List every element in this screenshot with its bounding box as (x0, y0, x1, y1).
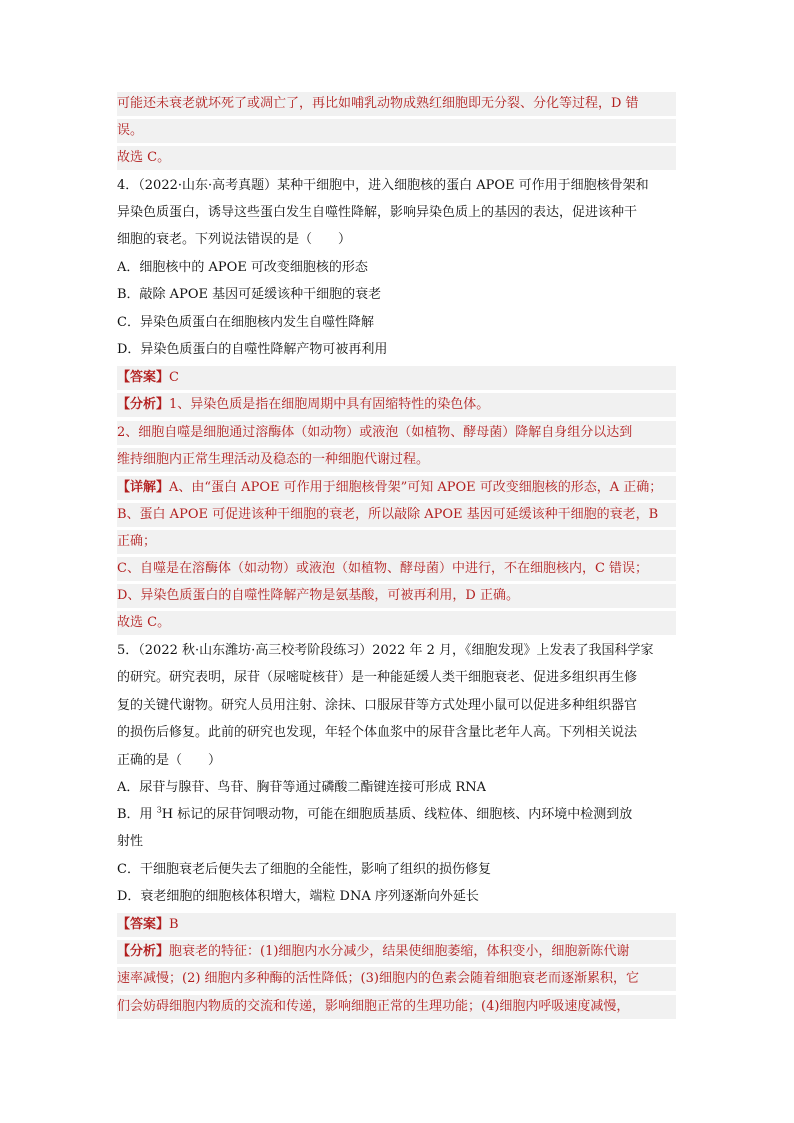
q5-stem-line-2: 的研究。研究表明，尿苷（尿嘧啶核苷）是一种能延缓人类干细胞衰老、促进多组织再生修 (117, 670, 638, 685)
q5-analysis-line-3: 们会妨碍细胞内物质的交流和传递，影响细胞正常的生理功能；(4)细胞内呼吸速度减慢， (117, 995, 676, 1019)
q4-detail-line-4: C、自噬是在溶酶体（如动物）或液泡（如植物、酵母菌）中进行，不在细胞核内，C 错误； (117, 557, 676, 581)
answer-value: B (169, 917, 179, 932)
q4-stem-line-2: 异染色质蛋白，诱导这些蛋白发生自噬性降解，影响异染色质上的基因的表达，促进该种干 (117, 205, 638, 220)
answer-tag: 【答案】 (117, 370, 170, 385)
q5-analysis-line-2: 速率减慢；(2) 细胞内多种酶的活性降低；(3)细胞内的色素会随着细胞衰老而逐渐累积，它 (117, 967, 676, 991)
answer-tag: 【答案】 (117, 917, 170, 932)
q4-detail-line-2: B、蛋白 APOE 可促进该种干细胞的衰老，所以敲除 APOE 基因可延缓该种干细胞的衰老，B (117, 503, 676, 527)
q3-conclusion: 故选 C。 (117, 146, 676, 170)
analysis-text: 1、异染色质是指在细胞周期中具有固缩特性的染色体。 (169, 397, 490, 412)
q4-option-d: D．异染色质蛋白的自噬性降解产物可被再利用 (117, 342, 388, 357)
q5-stem-line-5: 正确的是（ ） (117, 753, 222, 768)
q5-stem-line-4: 的损伤后修复。此前的研究也发现，年轻个体血浆中的尿苷含量比老年人高。下列相关说法 (117, 725, 638, 740)
q5-option-b (117, 803, 632, 827)
q5-option-a: A．尿苷与腺苷、鸟苷、胸苷等通过磷酸二酯键连接可形成 RNA (117, 780, 487, 795)
q5-option-b-line-2: 射性 (117, 834, 144, 849)
detail-tag: 【详解】 (117, 480, 170, 495)
analysis-text: 胞衰老的特征：(1)细胞内水分减少，结果使细胞萎缩，体积变小，细胞新陈代谢 (169, 944, 630, 959)
detail-text: A、由“蛋白 APOE 可作用于细胞核骨架”可知 APOE 可改变细胞核的形态，A 正确； (169, 480, 663, 495)
q4-answer (117, 366, 676, 390)
analysis-tag: 【分析】 (117, 397, 170, 412)
q5-answer (117, 913, 676, 937)
q4-stem-line-3: 细胞的衰老。下列说法错误的是（ ） (117, 232, 352, 247)
analysis-tag: 【分析】 (117, 944, 170, 959)
q4-detail-line-5: D、异染色质蛋白的自噬性降解产物是氨基酸，可被再利用，D 正确。 (117, 584, 676, 608)
q4-option-b: B．敲除 APOE 基因可延缓该种干细胞的衰老 (117, 287, 382, 302)
q4-analysis-line-2: 2、细胞自噬是细胞通过溶酶体（如动物）或液泡（如植物、酵母菌）降解自身组分以达到 (117, 421, 676, 445)
answer-value: C (169, 370, 179, 385)
q5-option-c: C．干细胞衰老后便失去了细胞的全能性，影响了组织的损伤修复 (117, 862, 491, 877)
q5-stem-line-3: 复的关键代谢物。研究人员用注射、涂抹、口服尿苷等方式处理小鼠可以促进多种组织器官 (117, 698, 638, 713)
q4-analysis-line-3: 维持细胞内正常生理活动及稳态的一种细胞代谢过程。 (117, 448, 676, 472)
q4-option-a: A．细胞核中的 APOE 可改变细胞核的形态 (117, 260, 368, 275)
q3-explanation-line-2: 误。 (117, 119, 676, 143)
q4-conclusion: 故选 C。 (117, 611, 676, 635)
option-b-text: H 标记的尿苷饲喂动物，可能在细胞质基质、线粒体、细胞核、内环境中检测到放 (161, 807, 633, 822)
q4-stem-line-1: 4．（2022·山东·高考真题）某种干细胞中，进入细胞核的蛋白 APOE 可作用于细胞核骨架和 (117, 178, 649, 193)
q4-detail-line-3: 正确； (117, 530, 676, 554)
isotope-superscript: 3 (156, 805, 162, 815)
q4-analysis-line-1 (117, 393, 676, 417)
q5-stem-line-1: 5．（2022 秋·山东潍坊·高三校考阶段练习）2022 年 2 月，《细胞发现》上发表了我国科学家 (117, 643, 654, 658)
q5-option-d: D．衰老细胞的细胞核体积增大，端粒 DNA 序列逐渐向外延长 (117, 889, 479, 904)
q4-option-c: C．异染色质蛋白在细胞核内发生自噬性降解 (117, 315, 374, 330)
option-b-prefix: B．用 (117, 807, 157, 822)
q5-analysis-line-1 (117, 940, 676, 964)
q4-detail-line-1 (117, 476, 676, 500)
q3-explanation-line-1: 可能还未衰老就坏死了或凋亡了，再比如哺乳动物成熟红细胞即无分裂、分化等过程，D 错 (117, 92, 676, 116)
